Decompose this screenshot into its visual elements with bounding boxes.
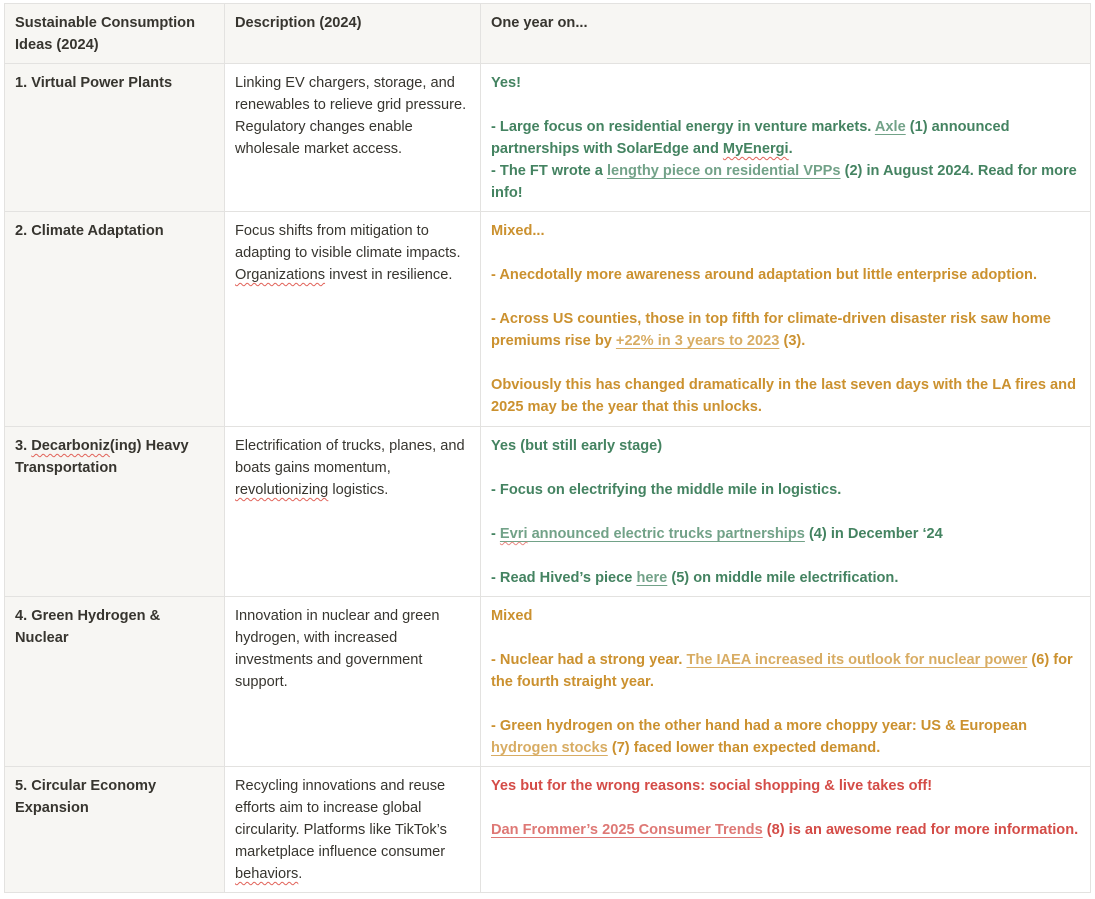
myenergi-text: MyEnergi <box>722 141 789 157</box>
description-cell[interactable]: Electrification of trucks, planes, and boats gains momentum, revolutionizing logistics. <box>225 427 481 597</box>
idea-cell[interactable]: 1. Virtual Power Plants <box>5 64 225 212</box>
result-cell[interactable]: Yes! - Large focus on residential energy in venture markets. Axle (1) announced partnerships with SolarEdge and MyEnergi. - The FT wrote a lengthy piece on residential VPPs (2) in August 2024. Read for more info! <box>481 64 1091 212</box>
table-row <box>5 64 1091 212</box>
verdict: Yes! <box>491 75 522 91</box>
premiums-link[interactable]: +22% in 3 years to 2023 <box>615 333 780 349</box>
description-cell[interactable]: Focus shifts from mitigation to adapting to visible climate impacts. Organizations invest in resilience. <box>225 212 481 427</box>
result-cell[interactable]: Mixed - Nuclear had a strong year. The IAEA increased its outlook for nuclear power (6) for the fourth straight year. - Green hydrogen on the other hand had a more choppy year: US & European hydrogen stocks (7) faced lower than expected demand. <box>481 597 1091 767</box>
description-cell[interactable]: Recycling innovations and reuse efforts aim to increase global circularity. Platforms like TikTok’s marketplace influence consumer behaviors. <box>225 767 481 893</box>
verdict: Yes (but still early stage) <box>491 438 663 454</box>
hived-link[interactable]: here <box>636 570 668 586</box>
evri-link[interactable]: Evri announced electric trucks partnerships <box>499 526 805 542</box>
frommer-link[interactable]: Dan Frommer’s 2025 Consumer Trends <box>491 822 763 838</box>
idea-cell[interactable]: 2. Climate Adaptation <box>5 212 225 427</box>
iaea-link[interactable]: The IAEA increased its outlook for nuclear power <box>686 652 1028 668</box>
description-cell[interactable]: Innovation in nuclear and green hydrogen, with increased investments and government support. <box>225 597 481 767</box>
table-row <box>5 597 1091 767</box>
ft-vpp-link[interactable]: lengthy piece on residential VPPs <box>606 163 841 179</box>
verdict: Mixed <box>491 608 533 624</box>
table-row <box>5 212 1091 427</box>
verdict: Yes but for the wrong reasons: social shopping & live takes off! <box>491 778 933 794</box>
header-row <box>5 4 1091 64</box>
trends-table <box>4 3 1091 893</box>
idea-cell[interactable]: 5. Circular Economy Expansion <box>5 767 225 893</box>
idea-cell[interactable]: 3. Decarboniz(ing) Heavy Transportation <box>5 427 225 597</box>
axle-link[interactable]: Axle <box>874 119 906 135</box>
result-cell[interactable]: Mixed... - Anecdotally more awareness around adaptation but little enterprise adoption. - Across US counties, those in top fifth for climate-driven disaster risk saw home premiums rise by +22% in 3 years to 2023 (3). Obviously this has changed dramatically in the last seven days with the LA fires and 2025 may be the year that this unlocks. <box>481 212 1091 427</box>
table-row <box>5 427 1091 597</box>
description-cell[interactable]: Linking EV chargers, storage, and renewables to relieve grid pressure. Regulatory changes enable wholesale market access. <box>225 64 481 212</box>
result-cell[interactable]: Yes (but still early stage) - Focus on electrifying the middle mile in logistics. - Evri announced electric trucks partnerships (4) in December ‘24 - Read Hived’s piece here (5) on middle mile electrification. <box>481 427 1091 597</box>
hydrogen-stocks-link[interactable]: hydrogen stocks <box>491 740 608 756</box>
header-ideas: Sustainable Consumption Ideas (2024) <box>5 4 225 64</box>
header-description: Description (2024) <box>225 4 481 64</box>
header-one-year-on: One year on... <box>481 4 1091 64</box>
result-cell[interactable]: Yes but for the wrong reasons: social shopping & live takes off! Dan Frommer’s 2025 Consumer Trends (8) is an awesome read for more information. <box>481 767 1091 893</box>
table-row <box>5 767 1091 893</box>
verdict: Mixed... <box>491 223 545 239</box>
idea-cell[interactable]: 4. Green Hydrogen & Nuclear <box>5 597 225 767</box>
